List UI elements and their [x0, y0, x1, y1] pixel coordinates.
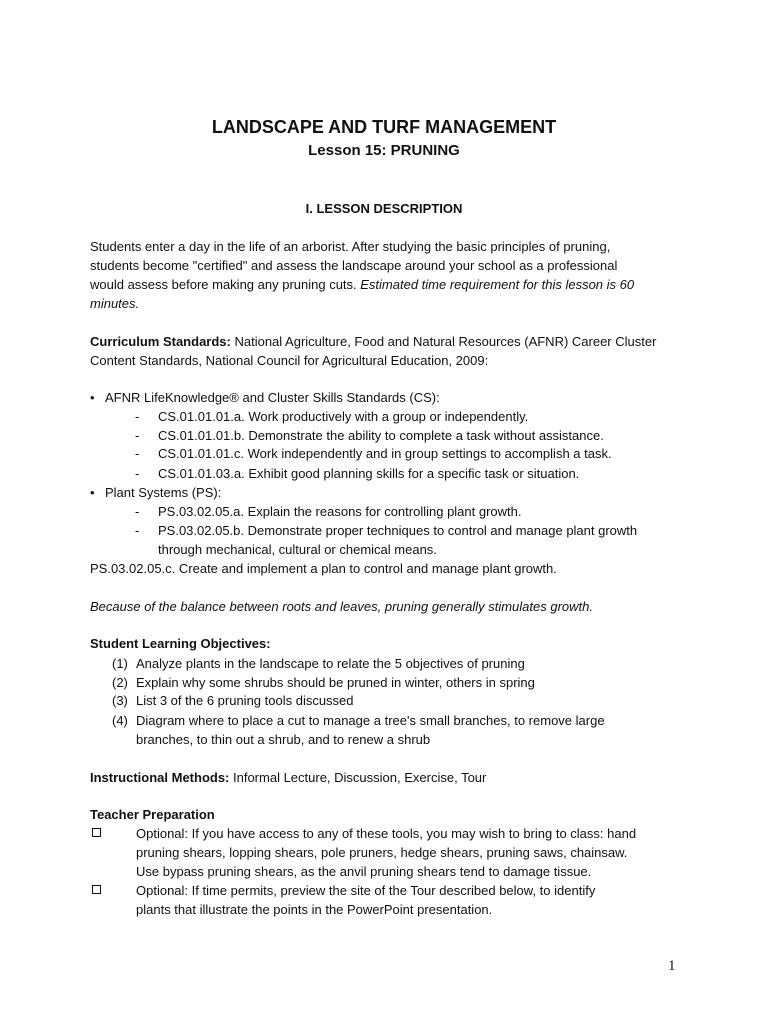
checkbox-icon	[92, 828, 101, 837]
objective-number: (3)	[112, 693, 128, 708]
preparation-text: pruning shears, lopping shears, pole pruners, hedge shears, pruning saws, chainsaw.	[136, 845, 628, 860]
preparation-heading: Teacher Preparation	[90, 807, 215, 822]
objectives-heading: Student Learning Objectives:	[90, 636, 271, 651]
curriculum-line: Content Standards, National Council for Agricultural Education, 2009:	[90, 353, 489, 368]
curriculum-line	[90, 332, 656, 351]
description-text: would assess before making any pruning cuts.	[90, 277, 361, 292]
time-requirement-text: Estimated time requirement for this lesson is 60	[360, 277, 635, 292]
preparation-text: Optional: If you have access to any of these tools, you may wish to bring to class: hand	[136, 826, 637, 841]
preparation-text: Use bypass pruning shears, as the anvil pruning shears tend to damage tissue.	[136, 864, 592, 879]
dash-glyph: -	[135, 428, 140, 443]
dash-glyph: -	[135, 409, 140, 424]
methods-text: Informal Lecture, Discussion, Exercise, Tour	[229, 770, 487, 785]
objective-number: (1)	[112, 656, 128, 671]
objective-text: branches, to thin out a shrub, and to renew a shrub	[136, 732, 431, 747]
standard-item: through mechanical, cultural or chemical means.	[158, 542, 437, 557]
standard-item: PS.03.02.05.c. Create and implement a plan to control and manage plant growth.	[90, 561, 557, 576]
standard-item: PS.03.02.05.a. Explain the reasons for controlling plant growth.	[158, 504, 522, 519]
objective-text: Analyze plants in the landscape to relate the 5 objectives of pruning	[136, 656, 525, 671]
description-line	[90, 275, 634, 294]
dash-glyph: -	[135, 466, 140, 481]
methods-line	[90, 768, 486, 787]
document-title: LANDSCAPE AND TURF MANAGEMENT	[211, 117, 557, 137]
standards-bullet: Plant Systems (PS):	[105, 485, 222, 500]
section-heading: I. LESSON DESCRIPTION	[305, 201, 463, 216]
dash-glyph: -	[135, 504, 140, 519]
standard-item: CS.01.01.03.a. Exhibit good planning skills for a specific task or situation.	[158, 466, 580, 481]
standard-item: CS.01.01.01.a. Work productively with a group or independently.	[158, 409, 529, 424]
objective-number: (4)	[112, 713, 128, 728]
description-line: Students enter a day in the life of an arborist. After studying the basic principles of pruning,	[90, 239, 611, 254]
page-number: 1	[668, 958, 676, 974]
objective-number: (2)	[112, 675, 128, 690]
dash-glyph: -	[135, 446, 140, 461]
bullet-glyph: •	[90, 390, 95, 405]
description-line: students become "certified" and assess the landscape around your school as a professional	[90, 258, 618, 273]
standard-item: CS.01.01.01.c. Work independently and in group settings to accomplish a task.	[158, 446, 612, 461]
objective-text: Explain why some shrubs should be pruned in winter, others in spring	[136, 675, 535, 690]
objective-text: List 3 of the 6 pruning tools discussed	[136, 693, 354, 708]
lesson-subtitle: Lesson 15: PRUNING	[308, 142, 460, 159]
curriculum-text: National Agriculture, Food and Natural Resources (AFNR) Career Cluster	[230, 334, 657, 349]
growth-note: Because of the balance between roots and leaves, pruning generally stimulates growth.	[90, 599, 593, 614]
methods-label: Instructional Methods:	[90, 770, 230, 785]
standard-item: CS.01.01.01.b. Demonstrate the ability to complete a task without assistance.	[158, 428, 604, 443]
dash-glyph: -	[135, 523, 140, 538]
bullet-glyph: •	[90, 485, 95, 500]
time-requirement-text: minutes.	[90, 296, 140, 311]
objective-text: Diagram where to place a cut to manage a tree's small branches, to remove large	[136, 713, 605, 728]
standards-bullet: AFNR LifeKnowledge® and Cluster Skills Standards (CS):	[105, 390, 440, 405]
curriculum-label: Curriculum Standards:	[90, 334, 231, 349]
standard-item: PS.03.02.05.b. Demonstrate proper techniques to control and manage plant growth	[158, 523, 638, 538]
preparation-text: Optional: If time permits, preview the site of the Tour described below, to identify	[136, 883, 596, 898]
checkbox-icon	[92, 885, 101, 894]
preparation-text: plants that illustrate the points in the PowerPoint presentation.	[136, 902, 493, 917]
